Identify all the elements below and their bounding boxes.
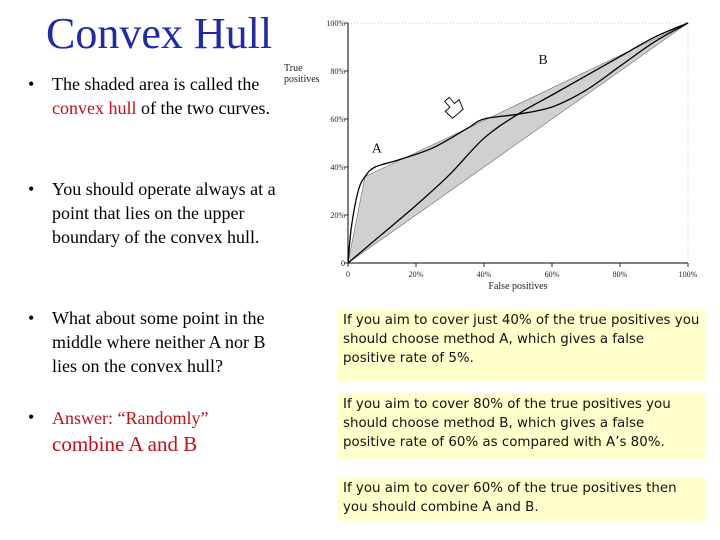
x-tick-label: 60% bbox=[544, 270, 560, 279]
arrow-icon bbox=[440, 94, 465, 119]
label-b: B bbox=[538, 52, 548, 68]
bullet-text-part: The shaded area is called the bbox=[52, 74, 260, 94]
y-tick-label: 40% bbox=[330, 163, 345, 172]
bullet-text bbox=[52, 405, 282, 457]
y-axis-label-line1: True bbox=[284, 63, 303, 74]
bullet-text: You should operate always at a point that lies on the upper boundary of the convex hull. bbox=[52, 179, 276, 247]
y-tick-label: 0 bbox=[341, 259, 345, 268]
answer-label: Answer: “Randomly” bbox=[52, 408, 209, 428]
roc-chart-svg bbox=[280, 10, 700, 300]
y-axis-label-line2: positives bbox=[284, 74, 320, 85]
note-method-a: If you aim to cover just 40% of the true positives you should choose method A, which gives a false positive rate of 5%. bbox=[338, 309, 706, 381]
bullet-text: What about some point in the middle where neither A nor B lies on the convex hull? bbox=[52, 308, 266, 376]
label-a: A bbox=[371, 141, 382, 157]
bullet-text bbox=[52, 72, 282, 120]
slide-title: Convex Hull bbox=[46, 9, 273, 58]
x-tick-label: 20% bbox=[408, 270, 424, 279]
bullet-symbol: • bbox=[28, 407, 35, 427]
bullet-symbol: • bbox=[28, 308, 35, 328]
x-axis-label: False positives bbox=[488, 281, 548, 292]
y-tick-label: 60% bbox=[330, 115, 345, 124]
y-tick-label: 20% bbox=[330, 211, 345, 220]
bullet-symbol: • bbox=[28, 179, 35, 199]
x-tick-label: 40% bbox=[476, 270, 492, 279]
note-method-b: If you aim to cover 80% of the true positives you should choose method B, which gives a false positive rate of 60% as compared with A’s 80%. bbox=[338, 393, 706, 459]
bullet-symbol: • bbox=[28, 74, 35, 94]
answer-rest: combine A and B bbox=[52, 432, 198, 456]
convex-hull-term: convex hull bbox=[52, 98, 137, 118]
x-tick-label: 0 bbox=[346, 270, 350, 279]
bullet-text-part: of the two curves. bbox=[136, 98, 270, 118]
roc-chart bbox=[280, 10, 700, 300]
convex-hull-area bbox=[348, 23, 688, 263]
x-tick-label: 80% bbox=[612, 270, 628, 279]
y-tick-label: 80% bbox=[330, 67, 345, 76]
y-tick-label: 100% bbox=[326, 19, 345, 28]
x-tick-label: 100% bbox=[678, 270, 698, 279]
note-combine: If you aim to cover 60% of the true positives then you should combine A and B. bbox=[338, 477, 706, 521]
